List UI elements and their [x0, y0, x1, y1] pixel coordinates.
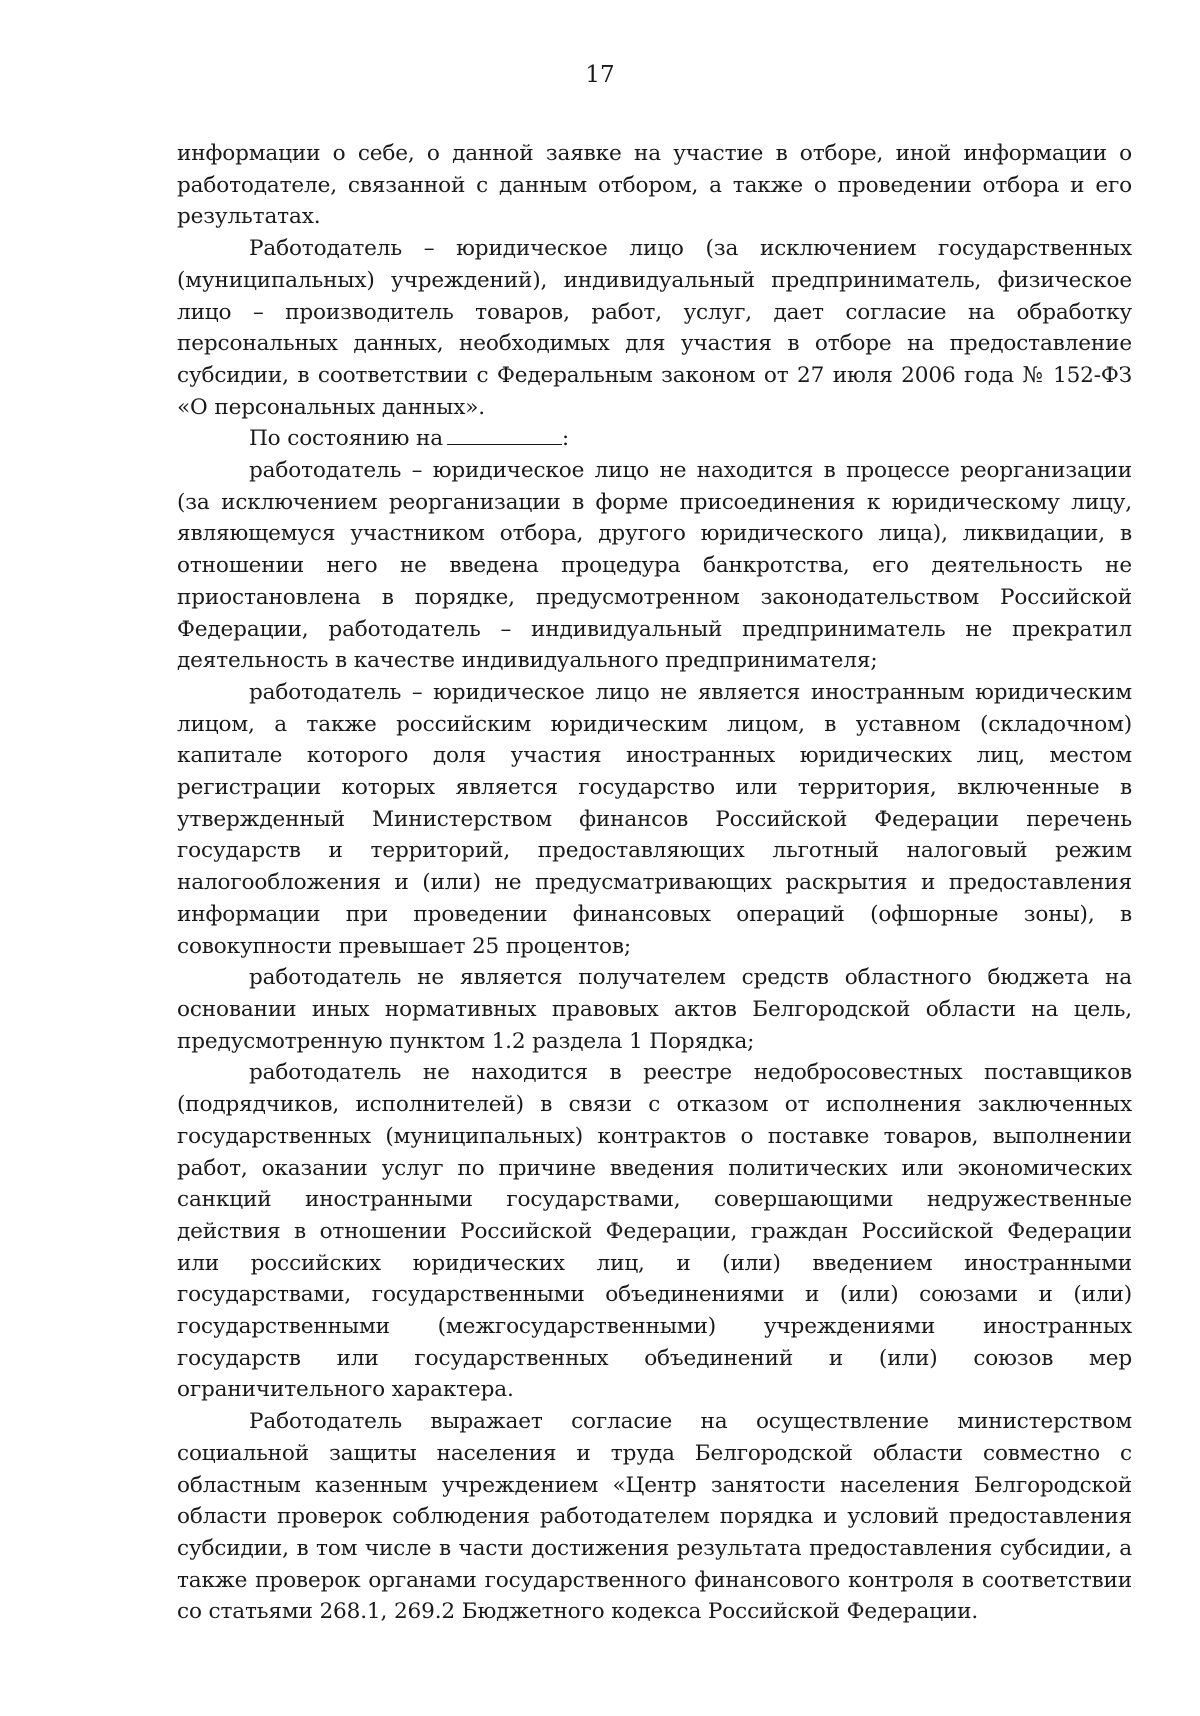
paragraph-not-foreign-entity: работодатель – юридическое лицо не является иностранным юридическим лицом, а также российским юридическим лицом, в уставном (складочном) капитале которого доля участия иностранных юридических лиц, местом регистрации которых является государство или территория, включенные в утвержденный Министерством финансов Российской Федерации перечень государств и территорий, предоставляющих льготный налоговый режим налогообложения и (или) не предусматривающих раскрытия и предоставления информации при проведении финансовых операций (офшорные зоны), в совокупности превышает 25 процентов; — [177, 679, 1132, 959]
paragraph-consent-info: информации о себе, о данной заявке на участие в отборе, иной информации о работодателе, связанной с данным отбором, а также о проведении отбора и его результатах. — [177, 141, 1132, 230]
date-blank-field — [447, 426, 562, 445]
paragraph-personal-data-consent: Работодатель – юридическое лицо (за исключением государственных (муниципальных) учреждений), индивидуальный предприниматель, физическое лицо – производитель товаров, работ, услуг, дает согласие на обработку персональных данных, необходимых для участия в отборе на предоставление субсидии, в соответствии с Федеральным законом от 27 июля 2006 года № 152-ФЗ «О персональных данных». — [177, 236, 1132, 420]
paragraph-no-reorganization: работодатель – юридическое лицо не находится в процессе реорганизации (за исключением реорганизации в форме присоединения к юридическому лицу, являющемуся участником отбора, другого юридического лица), ликвидации, в отношении него не введена процедура банкротства, его деятельность не приостановлена в порядке, предусмотренном законодательством Российской Федерации, работодатель – индивидуальный предприниматель не прекратил деятельность в качестве индивидуального предпринимателя; — [177, 458, 1132, 674]
page-number: 17 — [585, 62, 615, 88]
status-date-label: По состоянию на — [249, 426, 443, 452]
paragraph-not-in-registry: работодатель не находится в реестре недобросовестных поставщиков (подрядчиков, исполнителей) в связи с отказом от исполнения заключенных государственных (муниципальных) контрактов о поставке товаров, выполнении работ, оказании услуг по причине введения политических или экономических санкций иностранными государствами, совершающими недружественные действия в отношении Российской Федерации, граждан Российской Федерации или российских юридических лиц, и (или) введением иностранными государствами, государственными объединениями и (или) союзами и (или) государственными (межгосударственными) учреждениями иностранных государств или государственных объединений и (или) союзов мер ограничительного характера. — [177, 1060, 1132, 1403]
paragraph-not-budget-recipient: работодатель не является получателем средств областного бюджета на основании иных нормативных правовых актов Белгородской области на цель, предусмотренную пунктом 1.2 раздела 1 Порядка; — [177, 965, 1132, 1054]
document-body — [177, 138, 1132, 1628]
status-date-colon: : — [561, 426, 570, 452]
paragraph-status-date — [177, 423, 1132, 455]
paragraph-inspection-consent: Работодатель выражает согласие на осуществление министерством социальной защиты населения и труда Белгородской области совместно с областным казенным учреждением «Центр занятости населения Белгородской области проверок соблюдения работодателем порядка и условий предоставления субсидии, в том числе в части достижения результата предоставления субсидии, а также проверок органами государственного финансового контроля в соответствии со статьями 268.1, 269.2 Бюджетного кодекса Российской Федерации. — [177, 1409, 1132, 1625]
